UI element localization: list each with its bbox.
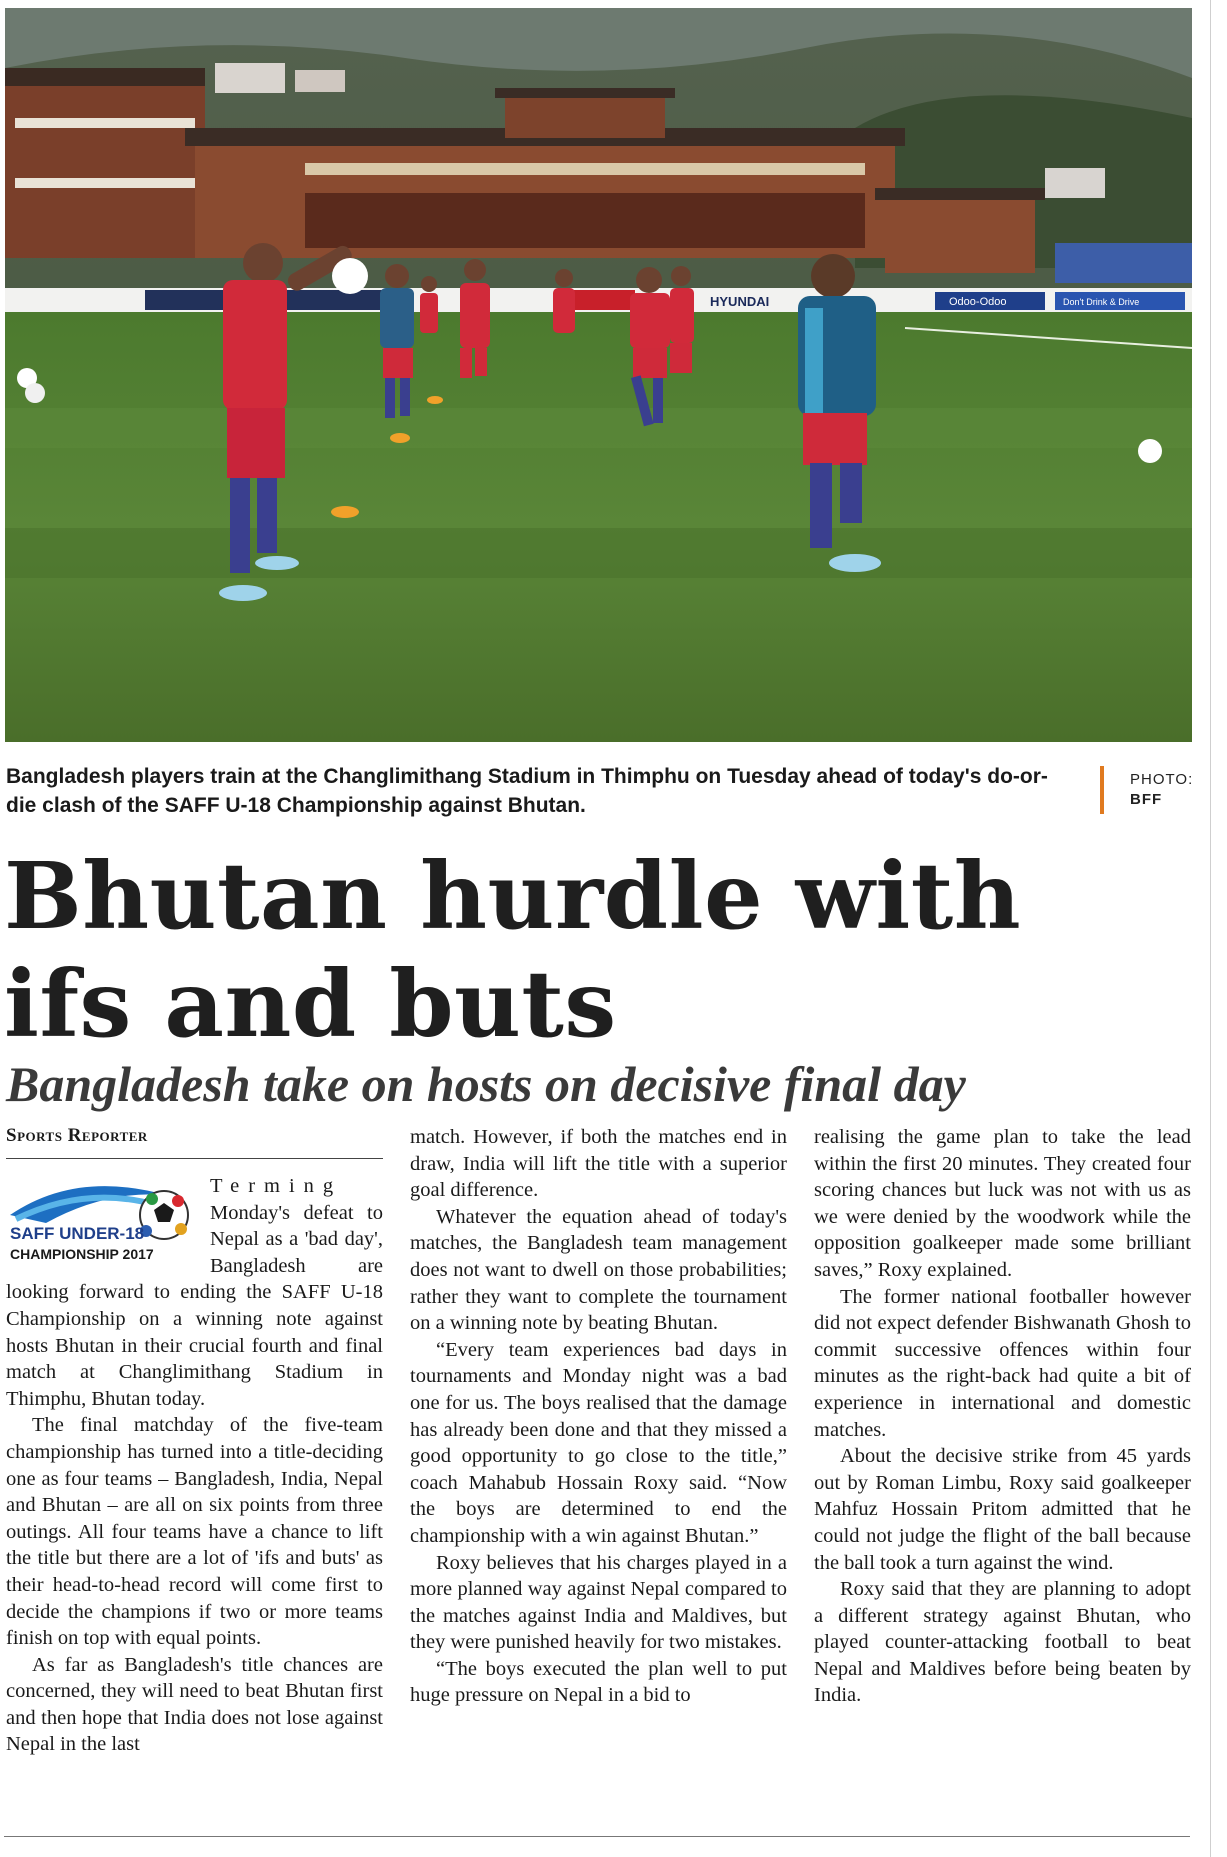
- photo-caption: Bangladesh players train at the Changlimithang Stadium in Thimphu on Tuesday ahead of today's do-or-die clash of the SAFF U-18 Championship against Bhutan.: [6, 765, 1048, 817]
- photo-credit-label: PHOTO:: [1130, 771, 1194, 788]
- article-paragraph: Roxy said that they are planning to adopt a different strategy against Bhutan, who played counter-attacking football to beat Nepal and Maldives before being beaten by India.: [814, 1578, 1191, 1707]
- article-column-2: [410, 1124, 787, 1824]
- lead-word: Terming: [210, 1175, 343, 1197]
- article-paragraph: match. However, if both the matches end in draw, India will lift the title with a superior goal difference.: [410, 1126, 787, 1202]
- article-paragraph: Whatever the equation ahead of today's matches, the Bangladesh team management does not want to dwell on those probabilities; rather they want to complete the tournament on a winning note by beating Bhutan.: [410, 1205, 787, 1335]
- article-paragraph: The final matchday of the five-team championship has turned into a title-deciding one as four teams – Bangladesh, India, Nepal and Bhutan – are all on six points from three outings. All four teams have a chance to lift the title but there are a lot of 'ifs and buts' as their head-to-head record will come first to decide the champions if two or more teams finish on top with equal points.: [6, 1414, 383, 1650]
- article-paragraph: As far as Bangladesh's title chances are concerned, they will need to beat Bhutan first and then hope that India does not lose against Nepal in the last: [6, 1653, 383, 1756]
- article-paragraph: Terming Monday's defeat to Nepal as a 'bad day', Bangladesh are looking forward to ending the SAFF U-18 Championship on a winning note against hosts Bhutan in their crucial fourth and final match at Changlimithang Stadium in Thimphu, Bhutan today.: [6, 1175, 383, 1410]
- drive-board: Don't Drink & Drive: [1063, 297, 1140, 307]
- logo-text-line-1: SAFF UNDER-18: [10, 1224, 145, 1243]
- page-edge: [1210, 0, 1211, 1857]
- news-photo: [5, 8, 1192, 742]
- saff-logo-icon: [6, 1175, 196, 1267]
- byline: Sports Reporter: [6, 1124, 383, 1159]
- photo-credit: [1130, 770, 1193, 810]
- logo-text-line-2: CHAMPIONSHIP 2017: [10, 1246, 154, 1262]
- article-column-1: [6, 1124, 383, 1824]
- headline-line-2: ifs and buts: [4, 950, 617, 1058]
- article-paragraph: About the decisive strike from 45 yards out by Roman Limbu, Roxy said goalkeeper Mahfuz Hossain Pritom admitted that he could not judge the flight of the ball because the ball took a turn against the wind.: [814, 1445, 1191, 1574]
- credit-divider: [1100, 766, 1104, 814]
- article-paragraph: Roxy believes that his charges played in a more planned way against Nepal compared to the matches against India and Maldives, but they were punished heavily for two mistakes.: [410, 1551, 787, 1654]
- article-paragraph: realising the game plan to take the lead within the first 20 minutes. They created four scoring chances but luck was not with us as we were denied by the woodwork while the opposition goalkeeper made some brilliant saves,” Roxy explained.: [814, 1126, 1191, 1281]
- article-paragraph: The former national footballer however did not expect defender Bishwanath Ghosh to commit successive offences within four minutes as the right-back had quite a bit of experience in international and domestic matches.: [814, 1285, 1191, 1441]
- headline-line-1: Bhutan hurdle with: [4, 842, 1022, 950]
- odoo-board: Odoo-Odoo: [949, 296, 1007, 308]
- hyundai-board: HYUNDAI: [710, 294, 770, 309]
- article-paragraph: “The boys executed the plan well to put huge pressure on Nepal in a bid to: [410, 1657, 787, 1707]
- photo-credit-source: BFF: [1130, 791, 1163, 808]
- stadium-training-photo: [5, 8, 1192, 742]
- bottom-rule: [4, 1836, 1190, 1837]
- article-paragraph: “Every team experiences bad days in tournaments and Monday night was a bad one for us. The boys realised that the damage has already been done and that they missed a good opportunity to go close to the title,” coach Mahabub Hossain Roxy said. “Now the boys are determined to end the championship with a win against Bhutan.”: [410, 1338, 787, 1547]
- subheadline: Bangladesh take on hosts on decisive final day: [6, 1056, 966, 1112]
- article-column-3: [814, 1124, 1191, 1824]
- saff-championship-logo: [6, 1175, 196, 1267]
- headline: [4, 842, 1204, 1058]
